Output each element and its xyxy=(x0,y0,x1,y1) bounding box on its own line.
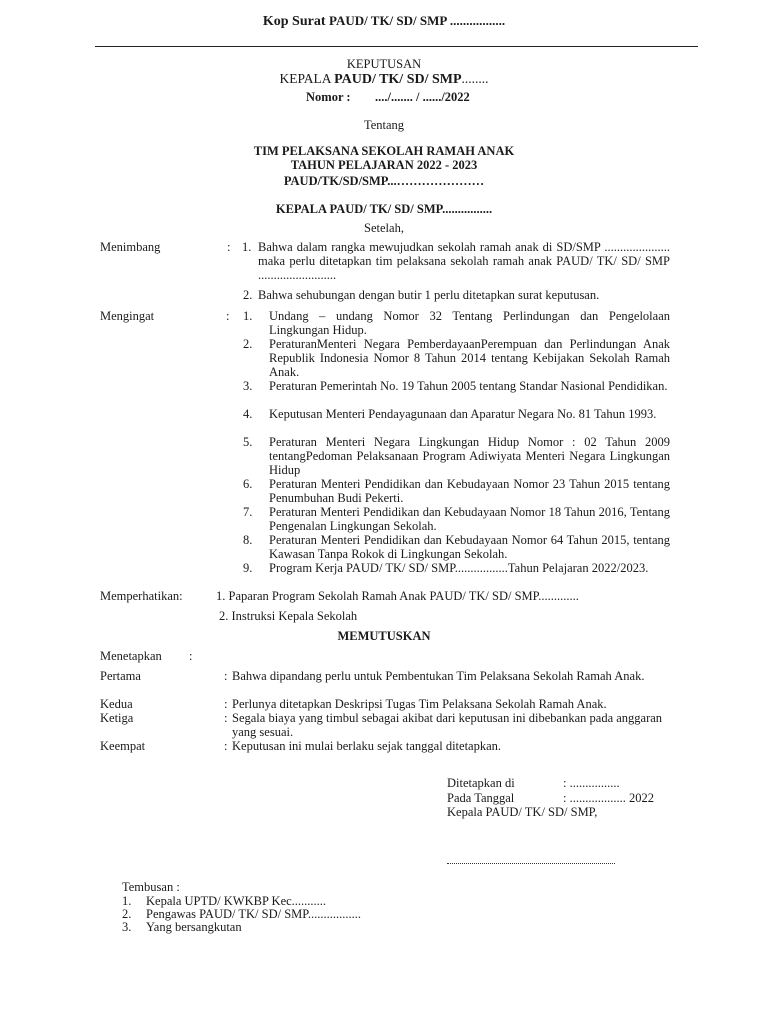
letterhead xyxy=(0,14,768,29)
sign-date-label: Pada Tanggal xyxy=(447,791,515,805)
subtitle-prefix: KEPALA xyxy=(279,71,331,86)
doc-title: KEPUTUSAN xyxy=(346,57,422,71)
mengingat-num: 1. xyxy=(243,309,253,323)
mengingat-num: 4. xyxy=(243,407,253,421)
subject-line-1: TIM PELAKSANA SEKOLAH RAMAH ANAK xyxy=(253,144,515,158)
mengingat-num: 3. xyxy=(243,379,253,393)
decision-colon: : xyxy=(224,669,228,683)
mengingat-item: PeraturanMenteri Negara PemberdayaanPerempuan dan Perlindungan Anak Republik Indonesia Nomor 8 Tahun 2014 tentang Kebijakan Sekolah Ramah Anak. xyxy=(269,337,670,379)
mengingat-item: Program Kerja PAUD/ TK/ SD/ SMP.................Tahun Pelajaran 2022/2023. xyxy=(269,561,649,575)
decision-label: Pertama xyxy=(100,669,141,683)
menimbang-label: Menimbang xyxy=(100,240,161,254)
mengingat-num: 6. xyxy=(243,477,253,491)
mengingat-num: 9. xyxy=(243,561,253,575)
decision-colon: : xyxy=(224,697,228,711)
memperhatikan-item: 2. Instruksi Kepala Sekolah xyxy=(219,609,358,623)
memutuskan-heading: MEMUTUSKAN xyxy=(337,629,431,643)
tembusan-num: 2. xyxy=(122,907,132,921)
decision-label: Ketiga xyxy=(100,711,134,725)
sign-official: Kepala PAUD/ TK/ SD/ SMP, xyxy=(447,805,598,819)
subtitle-school: PAUD/ TK/ SD/ SMP xyxy=(334,72,462,87)
subject-line-2: TAHUN PELAJARAN 2022 - 2023 xyxy=(290,158,478,172)
mengingat-num: 7. xyxy=(243,505,253,519)
setelah: Setelah, xyxy=(364,221,404,235)
mengingat-num: 5. xyxy=(243,435,253,449)
memperhatikan-item: 1. Paparan Program Sekolah Ramah Anak PAUD/ TK/ SD/ SMP............. xyxy=(216,589,579,603)
mengingat-item: Peraturan Menteri Pendidikan dan Kebudayaan Nomor 64 Tahun 2015, tentang Kawasan Tanpa Rokok di Lingkungan Sekolah. xyxy=(269,533,670,561)
decision-text: Bahwa dipandang perlu untuk Pembentukan Tim Pelaksana Sekolah Ramah Anak. xyxy=(232,669,645,683)
sign-date-value: : .................. 2022 xyxy=(563,791,654,805)
mengingat-item: Peraturan Menteri Pendidikan dan Kebudayaan Nomor 23 Tahun 2015 tentang Penumbuhan Budi Pekerti. xyxy=(269,477,670,505)
decision-colon: : xyxy=(224,711,228,725)
issuing-official: KEPALA PAUD/ TK/ SD/ SMP................ xyxy=(275,202,493,216)
tembusan-item: Kepala UPTD/ KWKBP Kec........... xyxy=(146,894,327,908)
doc-subtitle xyxy=(0,72,768,87)
menetapkan-label: Menetapkan xyxy=(100,649,162,663)
decision-label: Keempat xyxy=(100,739,146,753)
letterhead-school: PAUD/ TK/ SD/ SMP ................. xyxy=(329,13,506,28)
menimbang-item: Bahwa sehubungan dengan butir 1 perlu ditetapkan surat keputusan. xyxy=(258,288,600,302)
mengingat-item: Peraturan Menteri Pendidikan dan Kebudayaan Nomor 18 Tahun 2016, Tentang Pengenalan Lingkungan Sekolah. xyxy=(269,505,670,533)
sign-place-value: : ................ xyxy=(563,776,620,790)
mengingat-item: Undang – undang Nomor 32 Tentang Perlindungan dan Pengelolaan Lingkungan Hidup. xyxy=(269,309,670,337)
menimbang-colon: : xyxy=(227,240,231,254)
decision-label: Kedua xyxy=(100,697,133,711)
menimbang-num: 2. xyxy=(243,288,253,302)
nomor-value: ..../....... / ....../2022 xyxy=(375,90,470,104)
mengingat-num: 8. xyxy=(243,533,253,547)
tembusan-num: 1. xyxy=(122,894,132,908)
menimbang-num: 1. xyxy=(242,240,252,254)
tembusan-item: Yang bersangkutan xyxy=(146,920,242,934)
decision-text: Perlunya ditetapkan Deskripsi Tugas Tim Pelaksana Sekolah Ramah Anak. xyxy=(232,697,607,711)
mengingat-colon: : xyxy=(226,309,230,323)
decision-text: Segala biaya yang timbul sebagai akibat dari keputusan ini dibebankan pada anggaran yang sesuai. xyxy=(232,711,663,739)
mengingat-item: Keputusan Menteri Pendayagunaan dan Aparatur Negara No. 81 Tahun 1993. xyxy=(269,407,657,421)
sign-place-label: Ditetapkan di xyxy=(447,776,515,790)
mengingat-num: 2. xyxy=(243,337,253,351)
letterhead-rule xyxy=(95,46,698,47)
tembusan-label: Tembusan : xyxy=(122,880,180,894)
subtitle-dots: ........ xyxy=(461,71,489,86)
tembusan-item: Pengawas PAUD/ TK/ SD/ SMP................. xyxy=(146,907,361,921)
mengingat-item: Peraturan Menteri Negara Lingkungan Hidup Nomor : 02 Tahun 2009 tentangPedoman Pelaksanaan Program Adiwiyata Menteri Negara Lingkungan Hidup xyxy=(269,435,670,477)
nomor-label: Nomor : xyxy=(306,90,351,104)
menetapkan-colon: : xyxy=(189,649,193,663)
decision-colon: : xyxy=(224,739,228,753)
subject-line-3: PAUD/TK/SD/SMP...………………… xyxy=(283,174,485,188)
tembusan-num: 3. xyxy=(122,920,132,934)
memperhatikan-label: Memperhatikan: xyxy=(100,589,183,603)
signature-line xyxy=(447,863,615,864)
mengingat-label: Mengingat xyxy=(100,309,155,323)
letterhead-prefix: Kop Surat xyxy=(262,14,326,29)
decision-text: Keputusan ini mulai berlaku sejak tanggal ditetapkan. xyxy=(232,739,502,753)
menimbang-item: Bahwa dalam rangka mewujudkan sekolah ramah anak di SD/SMP ..................... maka perlu ditetapkan tim pelaksana sekolah ramah anak PAUD/ TK/ SD/ SMP ......................... xyxy=(258,240,670,282)
tentang: Tentang xyxy=(363,118,405,132)
mengingat-item: Peraturan Pemerintah No. 19 Tahun 2005 tentang Standar Nasional Pendidikan. xyxy=(269,379,668,393)
